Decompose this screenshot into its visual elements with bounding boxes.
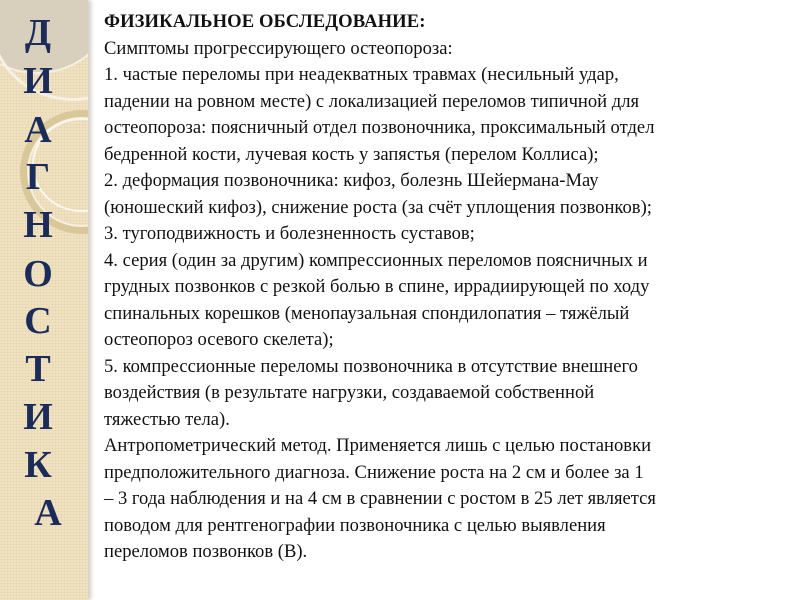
title-letter: А — [24, 109, 52, 151]
text-line: спинальных корешков (менопаузальная спондилопатия – тяжёлый — [104, 302, 630, 324]
text-line: поводом для рентгенографии позвоночника с целью выявления — [104, 514, 606, 536]
text-line: грудных позвонков с резкой болью в спине, иррадиирующей по ходу — [104, 276, 650, 297]
title-letter: А — [34, 492, 62, 534]
title-letter: О — [23, 253, 53, 295]
text-line: переломов позвонков (В). — [104, 541, 308, 562]
text-line: воздействия (в результате нагрузки, создаваемой собственной — [104, 382, 595, 403]
text-line: остеопороз осевого скелета); — [104, 329, 334, 350]
slide-body — [104, 9, 784, 566]
section-heading: ФИЗИКАЛЬНОЕ ОБСЛЕДОВАНИЕ: — [104, 11, 426, 32]
text-line: 3. тугоподвижность и болезненность суставов; — [104, 223, 475, 244]
text-line: Симптомы прогрессирующего остеопороза: — [104, 37, 453, 59]
text-line: 2. деформация позвоночника: кифоз, болезнь Шейермана-Мау — [104, 170, 599, 191]
text-line: 1. частые переломы при неадекватных травмах (несильный удар, — [104, 64, 619, 85]
text-line: 5. компрессионные переломы позвоночника в отсутствие внешнего — [104, 355, 638, 377]
text-line: – 3 года наблюдения и на 4 см в сравнении с ростом в 25 лет является — [104, 488, 656, 509]
text-line: (юношеский кифоз), снижение роста (за счёт уплощения позвонков); — [104, 196, 652, 218]
title-letter: Н — [23, 204, 53, 246]
text-line: 4. серия (один за другим) компрессионных переломов поясничных и — [104, 249, 648, 271]
title-letter: Т — [25, 348, 51, 390]
text-line: Антропометрический метод. Применяется лишь с целью постановки — [104, 435, 652, 456]
title-letter: Г — [25, 156, 51, 198]
text-line: падении на ровном месте) с локализацией переломов типичной для — [104, 90, 640, 112]
title-letter: И — [23, 60, 53, 102]
title-letter: С — [24, 300, 52, 342]
title-letter: Д — [24, 12, 52, 54]
vertical-title-diagnostika — [0, 0, 88, 600]
text-line: остеопороза: поясничный отдел позвоночника, проксимальный отдел — [104, 117, 655, 138]
text-line: бедренной кости, лучевая кость у запястья (перелом Коллиса); — [104, 143, 599, 165]
title-letter: К — [24, 444, 52, 486]
text-line: предположительного диагноза. Снижение роста на 2 см и более за 1 — [104, 461, 644, 483]
title-letter: И — [23, 396, 53, 438]
text-line: тяжестью тела). — [104, 408, 230, 430]
